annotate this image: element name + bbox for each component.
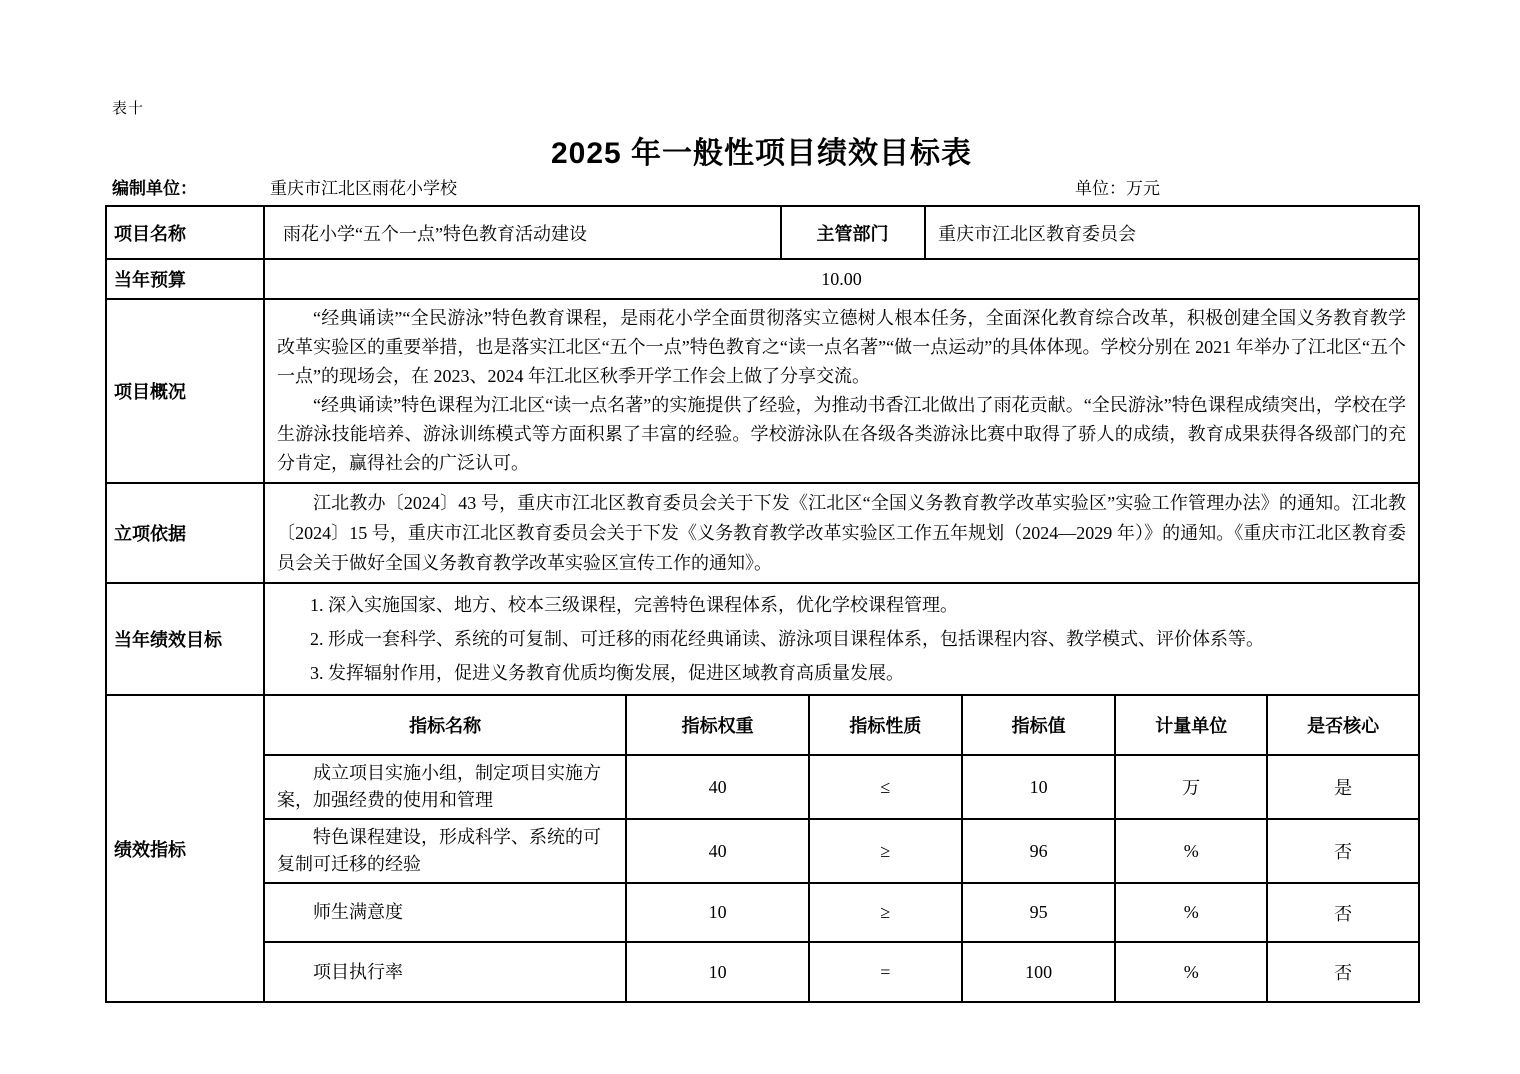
indicator-weight: 40 <box>626 819 809 883</box>
table-row <box>106 206 1419 259</box>
indicator-weight: 10 <box>626 883 809 942</box>
overview-cell <box>264 299 1419 483</box>
table-row <box>106 583 1419 695</box>
indicator-value: 100 <box>962 942 1116 1001</box>
meta-row <box>105 174 1418 202</box>
unit-label: 单位：万元 <box>1075 179 1160 198</box>
indicator-name: 项目执行率 <box>265 942 626 1001</box>
indicator-nature: ≥ <box>809 883 962 942</box>
indicator-value: 10 <box>962 755 1116 819</box>
overview-paragraph: “经典诵读”特色课程为江北区“读一点名著”的实施提供了经验，为推动书香江北做出了雨花贡献。“全民游泳”特色课程成绩突出，学校在学生游泳技能培养、游泳训练模式等方面积累了丰富的经验。学校游泳队在各级各类游泳比赛中取得了骄人的成绩，教育成果获得各级部门的充分肯定，赢得社会的广泛认可。 <box>277 395 1406 473</box>
goal-item: 3. 发挥辐射作用，促进义务教育优质均衡发展，促进区域教育高质量发展。 <box>310 663 904 683</box>
table-row <box>106 695 1419 1002</box>
overview-label: 项目概况 <box>106 299 264 483</box>
header-indicator-name: 指标名称 <box>265 696 626 755</box>
indicator-weight: 40 <box>626 755 809 819</box>
table-row <box>106 299 1419 483</box>
indicators-header-row <box>265 696 1418 755</box>
indicator-core: 否 <box>1267 942 1418 1001</box>
indicators-table <box>265 696 1418 1001</box>
goal-item: 1. 深入实施国家、地方、校本三级课程，完善特色课程体系，优化学校课程管理。 <box>310 595 958 615</box>
indicator-unit: % <box>1115 819 1267 883</box>
indicator-value: 95 <box>962 883 1116 942</box>
department-label: 主管部门 <box>781 206 925 259</box>
indicator-nature: = <box>809 942 962 1001</box>
indicators-label: 绩效指标 <box>106 695 264 1002</box>
prepared-by-value: 重庆市江北区雨花小学校 <box>270 179 457 198</box>
basis-paragraph: 江北教办〔2024〕43 号，重庆市江北区教育委员会关于下发《江北区“全国义务教育教学改革实验区”实验工作管理办法》的通知。江北教〔2024〕15 号，重庆市江北区教育委员会关于下发《义务教育教学改革实验区工作五年规划（2024—2029 年）》的通知。《重庆市江北区教育委员会关于做好全国义务教育教学改革实验区宣传工作的通知》。 <box>277 493 1406 573</box>
indicator-unit: % <box>1115 942 1267 1001</box>
budget-label: 当年预算 <box>106 259 264 299</box>
header-indicator-unit: 计量单位 <box>1115 696 1267 755</box>
indicator-row <box>265 942 1418 1001</box>
form-number: 表十 <box>112 101 145 117</box>
indicator-core: 否 <box>1267 883 1418 942</box>
header-indicator-value: 指标值 <box>962 696 1116 755</box>
indicator-nature: ≤ <box>809 755 962 819</box>
header-indicator-core: 是否核心 <box>1267 696 1418 755</box>
indicator-weight: 10 <box>626 942 809 1001</box>
indicator-name: 师生满意度 <box>265 883 626 942</box>
basis-cell <box>264 483 1419 583</box>
basis-label: 立项依据 <box>106 483 264 583</box>
overview-paragraph: “经典诵读”“全民游泳”特色教育课程，是雨花小学全面贯彻落实立德树人根本任务，全面深化教育综合改革，积极创建全国义务教育教学改革实验区的重要举措，也是落实江北区“五个一点”特色教育之“读一点名著”“做一点运动”的具体体现。学校分别在 2021 年举办了江北区“五个一点”的现场会，在 2023、2024 年江北区秋季开学工作会上做了分享交流。 <box>277 308 1406 386</box>
indicator-row <box>265 819 1418 883</box>
indicator-nature: ≥ <box>809 819 962 883</box>
indicator-name: 特色课程建设，形成科学、系统的可复制可迁移的经验 <box>265 819 626 883</box>
header-indicator-weight: 指标权重 <box>626 696 809 755</box>
indicator-row <box>265 883 1418 942</box>
prepared-by-label: 编制单位： <box>112 179 197 198</box>
indicator-value: 96 <box>962 819 1116 883</box>
indicator-core: 是 <box>1267 755 1418 819</box>
header-indicator-nature: 指标性质 <box>809 696 962 755</box>
indicator-core: 否 <box>1267 819 1418 883</box>
indicator-row <box>265 755 1418 819</box>
indicator-unit: 万 <box>1115 755 1267 819</box>
page-title: 2025 年一般性项目绩效目标表 <box>550 137 973 170</box>
budget-value: 10.00 <box>264 259 1419 299</box>
goals-cell <box>264 583 1419 695</box>
project-name-value: 雨花小学“五个一点”特色教育活动建设 <box>264 206 781 259</box>
indicator-unit: % <box>1115 883 1267 942</box>
table-row <box>106 483 1419 583</box>
project-name-label: 项目名称 <box>106 206 264 259</box>
goal-item: 2. 形成一套科学、系统的可复制、可迁移的雨花经典诵读、游泳项目课程体系，包括课程内容、教学模式、评价体系等。 <box>310 629 1264 649</box>
indicators-cell <box>264 695 1419 1002</box>
performance-target-table <box>105 205 1420 1003</box>
indicator-name: 成立项目实施小组，制定项目实施方案，加强经费的使用和管理 <box>265 755 626 819</box>
goals-label: 当年绩效目标 <box>106 583 264 695</box>
table-row <box>106 259 1419 299</box>
department-value: 重庆市江北区教育委员会 <box>925 206 1419 259</box>
